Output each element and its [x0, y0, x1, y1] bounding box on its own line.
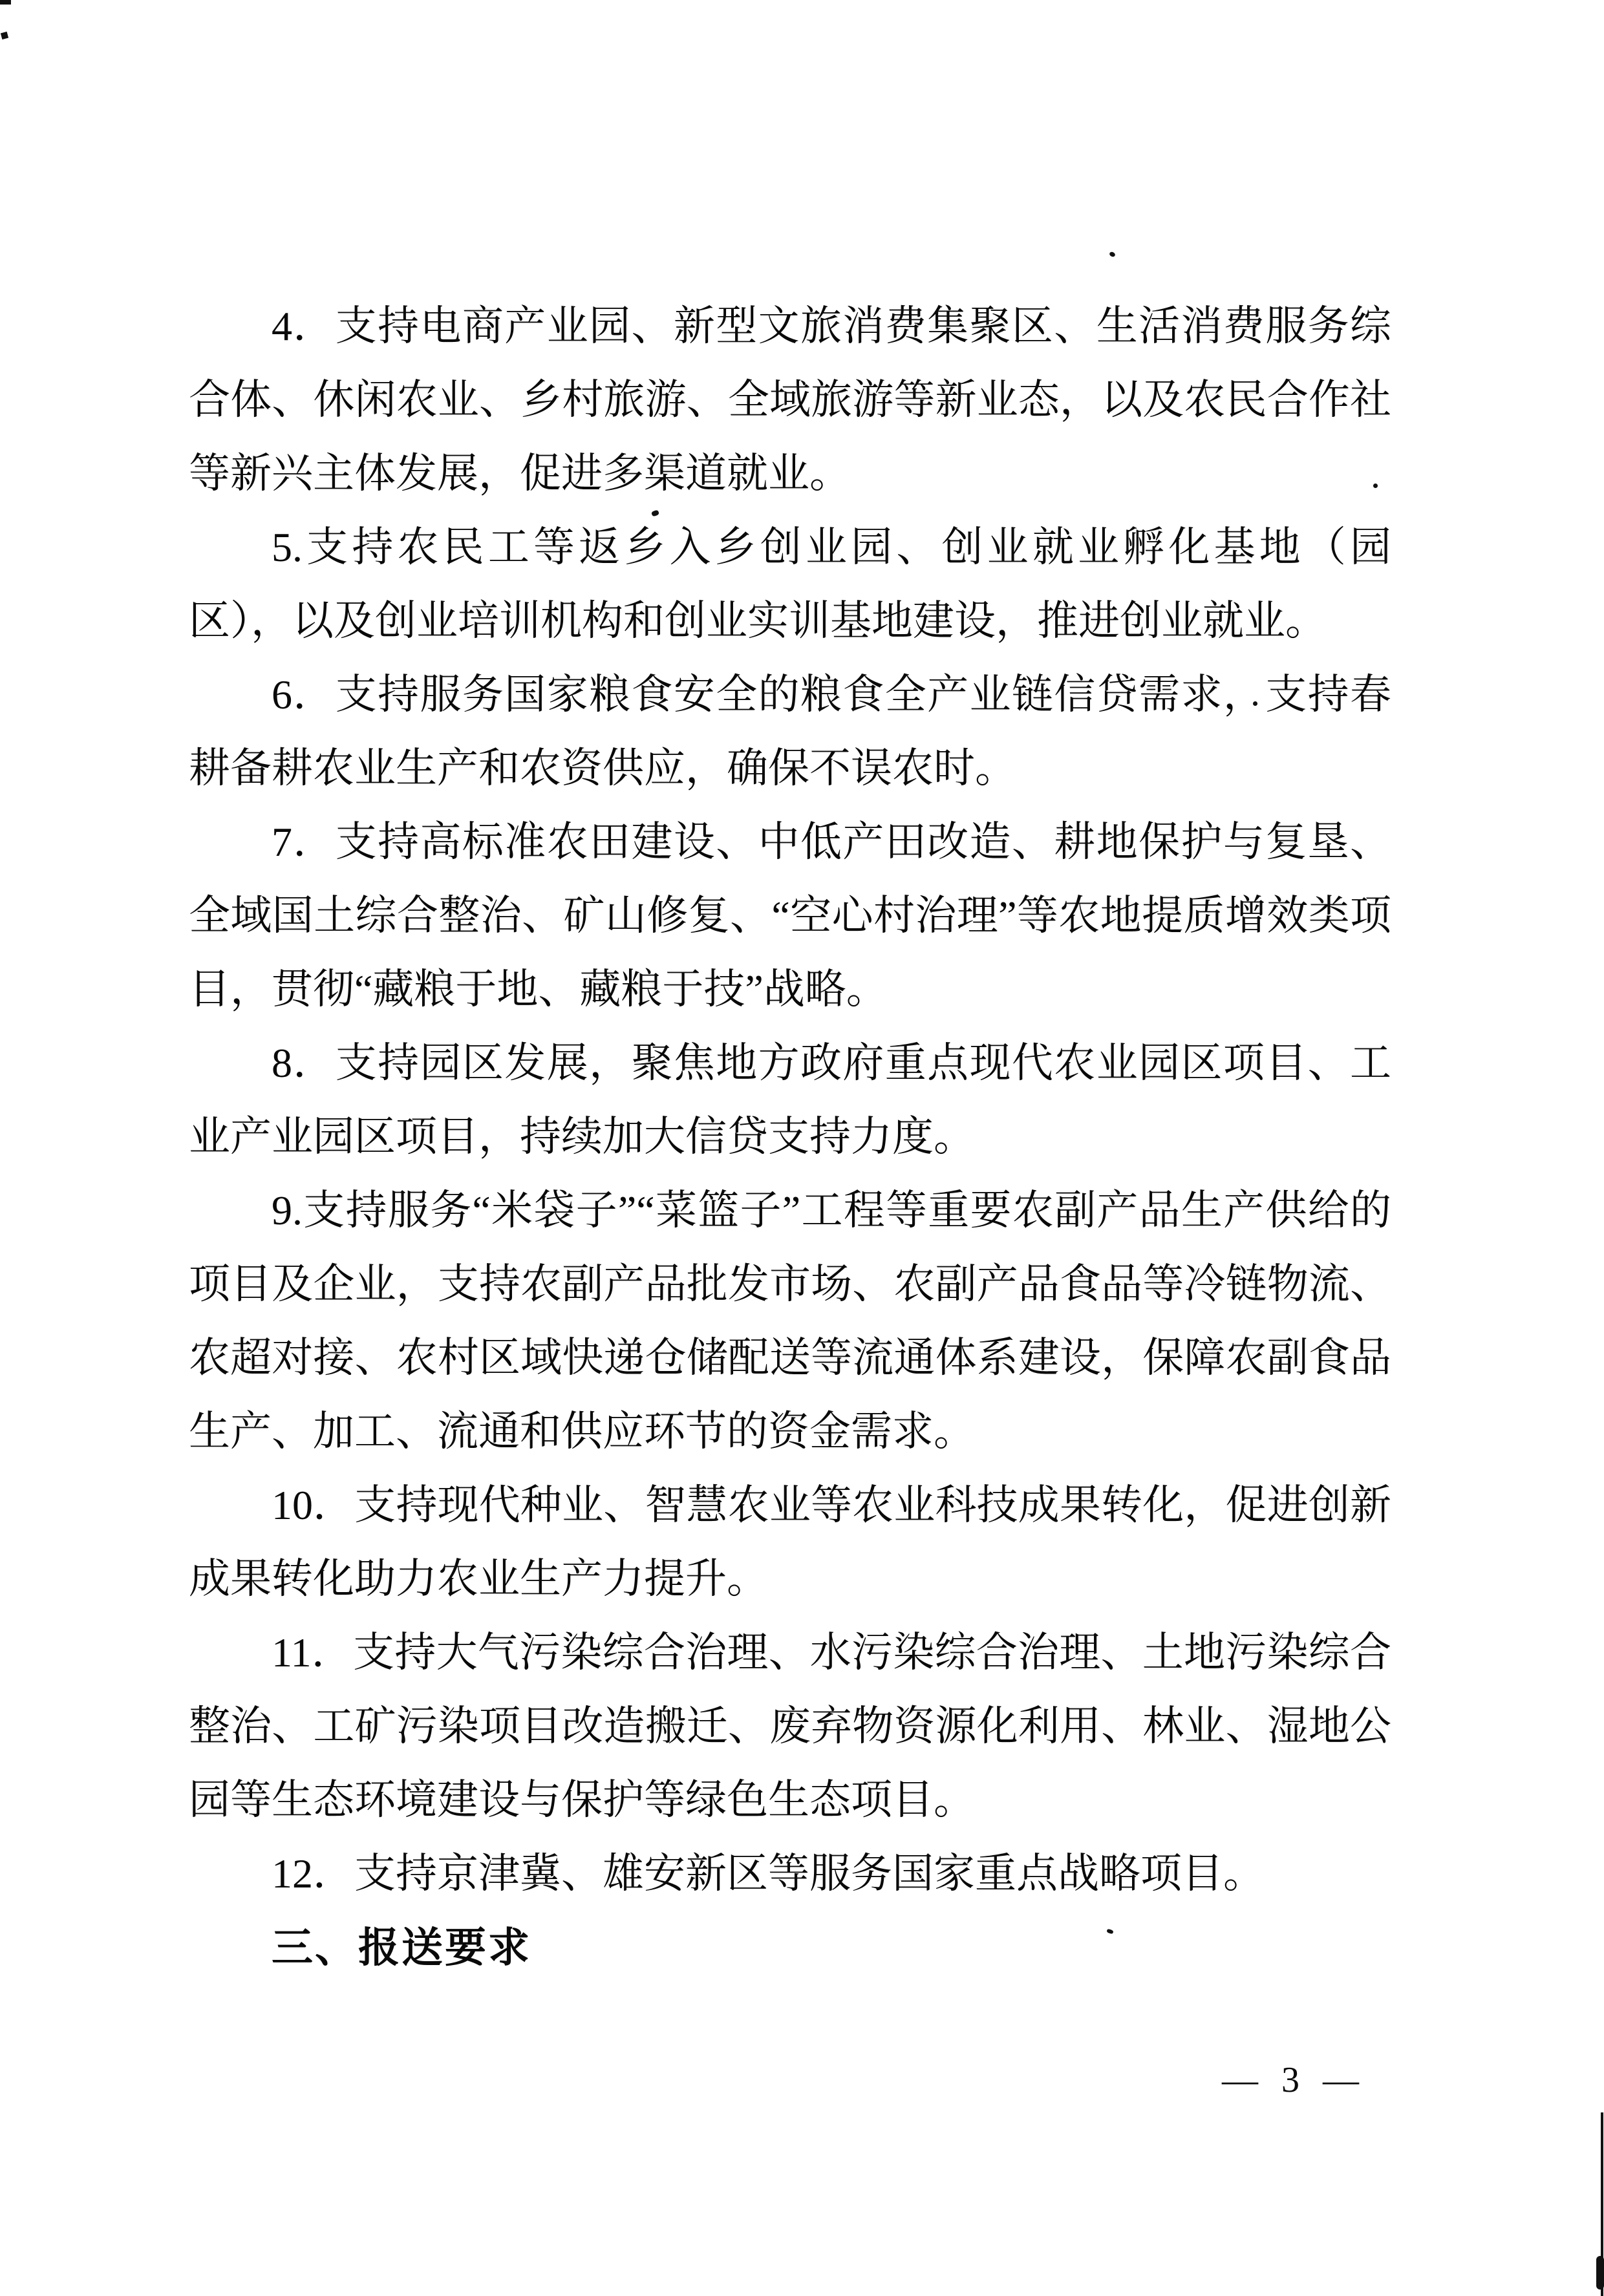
scan-artifact-edge-blob [1596, 2256, 1604, 2290]
scan-artifact-corner-mark [0, 0, 11, 5]
scan-artifact-speck [1109, 251, 1116, 257]
paragraph-item-9: 9.支持服务“米袋子”“菜篮子”工程等重要农副产品生产供给的项目及企业，支持农副产品批发市场、农副产品食品等冷链物流、农超对接、农村区域快递仓储配送等流通体系建设，保障农副食品生产、加工、流通和供应环节的资金需求。 [189, 1187, 1391, 1454]
page-number: — 3 — [1222, 2060, 1359, 2100]
paragraph-item-5: 5.支持农民工等返乡入乡创业园、创业就业孵化基地（园区），以及创业培训机构和创业实训基地建设，推进创业就业。 [189, 524, 1391, 644]
section-heading: 三、报送要求 [272, 1924, 531, 1971]
paragraph-item-8: 8．支持园区发展，聚焦地方政府重点现代农业园区项目、工业产业园区项目，持续加大信贷支持力度。 [189, 1040, 1391, 1160]
paragraph-item-12: 12．支持京津冀、雄安新区等服务国家重点战略项目。 [272, 1851, 1265, 1897]
paragraph-item-6: 6．支持服务国家粮食安全的粮食全产业链信贷需求，支持春耕备耕农业生产和农资供应，确保不误农时。 [189, 672, 1391, 791]
paragraph-item-11: 11．支持大气污染综合治理、水污染综合治理、土地污染综合整治、工矿污染项目改造搬迁、废弃物资源化利用、林业、湿地公园等生态环境建设与保护等绿色生态项目。 [189, 1630, 1391, 1823]
paragraph-item-10: 10．支持现代种业、智慧农业等农业科技成果转化，促进创新成果转化助力农业生产力提升。 [189, 1482, 1391, 1602]
paragraph-item-4: 4．支持电商产业园、新型文旅消费集聚区、生活消费服务综合体、休闲农业、乡村旅游、全域旅游等新业态，以及农民合作社等新兴主体发展，促进多渠道就业。 [189, 303, 1391, 496]
paragraph-item-7: 7．支持高标准农田建设、中低产田改造、耕地保护与复垦、全域国土综合整治、矿山修复、“空心村治理”等农地提质增效类项目，贯彻“藏粮于地、藏粮于技”战略。 [189, 819, 1391, 1012]
scan-artifact-corner-dot [1, 32, 8, 39]
document-body [189, 290, 1391, 1984]
